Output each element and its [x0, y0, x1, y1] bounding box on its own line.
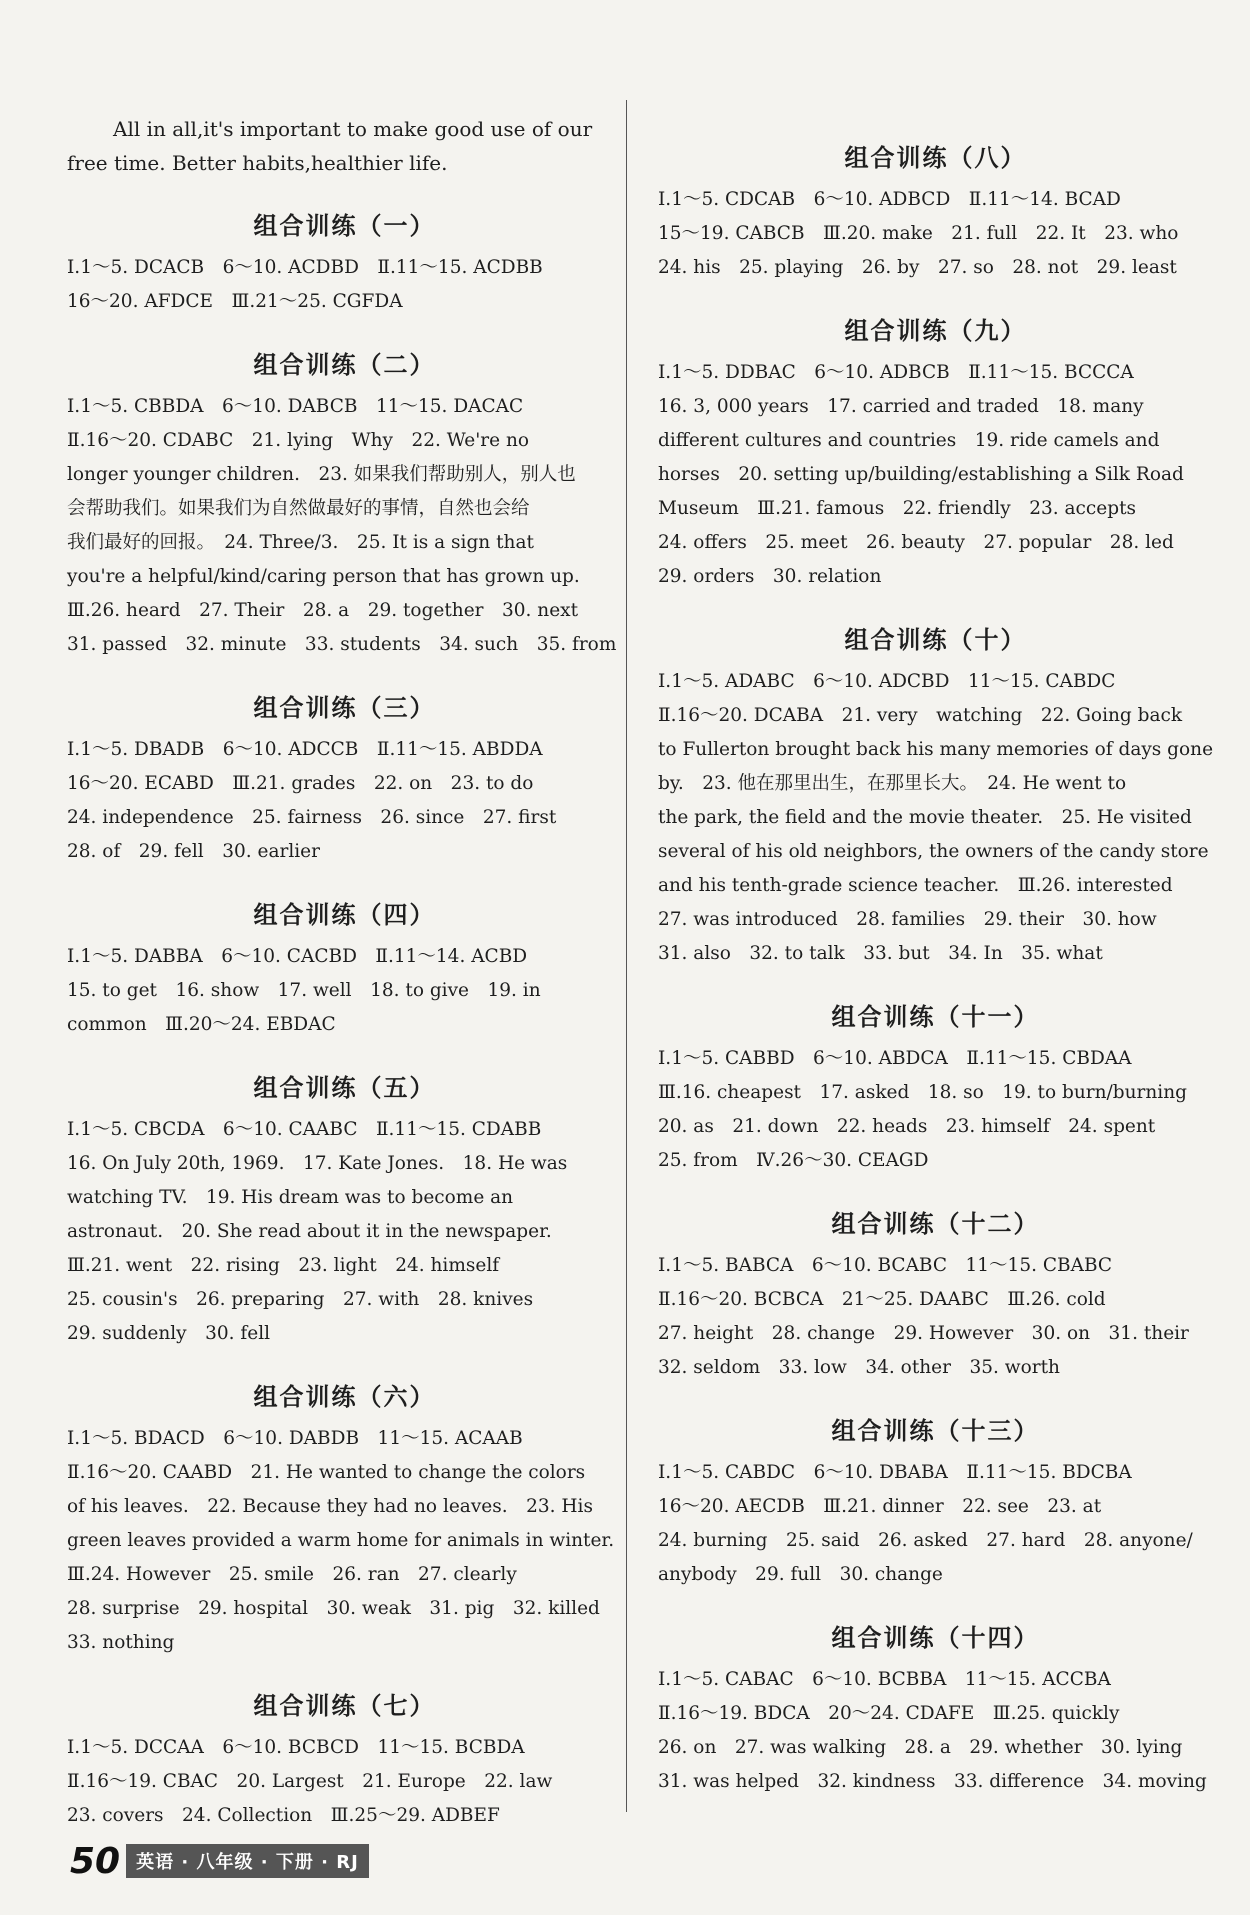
answer-line: Ⅰ.1～5. CABDC 6～10. DBABA Ⅱ.11～15. BDCBA [658, 1462, 1132, 1483]
answer-line: green leaves provided a warm home for animals in winter. [67, 1530, 615, 1551]
answer-line: Ⅰ.1～5. DCACB 6～10. ACDBD Ⅱ.11～15. ACDBB [67, 257, 543, 278]
answer-line: 27. height 28. change 29. However 30. on 31. their [658, 1323, 1189, 1344]
answer-line: you're a helpful/kind/caring person that has grown up. [67, 566, 580, 587]
intro-line: All in all,it's important to make good use of our [113, 117, 593, 141]
answer-section [67, 1686, 622, 1833]
answer-line: Ⅰ.1～5. CDCAB 6～10. ADBCD Ⅱ.11～14. BCAD [658, 189, 1121, 210]
column-divider [626, 100, 627, 1812]
answer-line: Ⅲ.16. cheapest 17. asked 18. so 19. to burn/burning [658, 1082, 1187, 1103]
left-column [67, 112, 622, 1833]
answer-line: 27. was introduced 28. families 29. their 30. how [658, 909, 1157, 930]
answer-line: the park, the field and the movie theater. 25. He visited [658, 807, 1192, 828]
answer-section [67, 1377, 622, 1660]
answer-line: Ⅰ.1～5. CBCDA 6～10. CAABC Ⅱ.11～15. CDABB [67, 1119, 542, 1140]
answer-line: to Fullerton brought back his many memories of days gone [658, 739, 1214, 760]
answer-line: 25. cousin's 26. preparing 27. with 28. knives [67, 1289, 534, 1310]
section-title: 组合训练（五） [253, 1074, 436, 1102]
right-sections [658, 138, 1213, 1799]
answer-line: by. 23. 他在那里出生，在那里长大。 24. He went to [658, 773, 1127, 794]
intro-line: free time. Better habits,healthier life. [67, 151, 448, 175]
answer-line: Ⅱ.16～19. BDCA 20～24. CDAFE Ⅲ.25. quickly [658, 1703, 1120, 1724]
section-title: 组合训练（十） [844, 626, 1027, 654]
answer-line: 16～20. AFDCE Ⅲ.21～25. CGFDA [67, 291, 403, 312]
answer-line: Ⅱ.16～20. BCBCA 21～25. DAABC Ⅲ.26. cold [658, 1289, 1106, 1310]
answer-line: Ⅱ.16～19. CBAC 20. Largest 21. Europe 22. law [67, 1771, 553, 1792]
answer-line: 16～20. AECDB Ⅲ.21. dinner 22. see 23. at [658, 1496, 1102, 1517]
answer-line: 会帮助我们。如果我们为自然做最好的事情，自然也会给 [67, 498, 530, 519]
answer-line: 16～20. ECABD Ⅲ.21. grades 22. on 23. to do [67, 773, 534, 794]
answer-line: 我们最好的回报。 24. Three/3. 25. It is a sign that [67, 532, 534, 553]
answer-section [658, 311, 1213, 594]
answer-section [67, 895, 622, 1042]
section-title: 组合训练（十一） [831, 1003, 1040, 1031]
answer-line: Ⅲ.24. However 25. smile 26. ran 27. clearly [67, 1564, 517, 1585]
answer-section [67, 1068, 622, 1351]
answer-section [67, 345, 622, 662]
right-column [658, 112, 1213, 1799]
answer-line: Ⅰ.1～5. BDACD 6～10. DABDB 11～15. ACAAB [67, 1428, 523, 1449]
book-label: 英语 · 八年级 · 下册 · RJ [126, 1844, 369, 1878]
answer-line: 16. 3, 000 years 17. carried and traded 18. many [658, 396, 1144, 417]
answer-line: 16. On July 20th, 1969. 17. Kate Jones. 18. He was [67, 1153, 568, 1174]
answer-line: Ⅰ.1～5. CBBDA 6～10. DABCB 11～15. DACAC [67, 396, 524, 417]
answer-line: 26. on 27. was walking 28. a 29. whether 30. lying [658, 1737, 1183, 1758]
intro-paragraph [67, 112, 622, 180]
answer-section [67, 206, 622, 319]
section-title: 组合训练（七） [253, 1692, 436, 1720]
answer-line: 24. offers 25. meet 26. beauty 27. popular 28. led [658, 532, 1174, 553]
answer-section [658, 620, 1213, 971]
answer-line: 15. to get 16. show 17. well 18. to give 19. in [67, 980, 541, 1001]
page-footer [70, 1840, 369, 1882]
answer-line: several of his old neighbors, the owners of the candy store [658, 841, 1209, 862]
section-title: 组合训练（一） [253, 212, 436, 240]
answer-line: different cultures and countries 19. ride camels and [658, 430, 1160, 451]
answer-line: 15～19. CABCB Ⅲ.20. make 21. full 22. It 23. who [658, 223, 1179, 244]
answer-line: common Ⅲ.20～24. EBDAC [67, 1014, 336, 1035]
answer-line: watching TV. 19. His dream was to become an [67, 1187, 514, 1208]
section-title: 组合训练（四） [253, 901, 436, 929]
answer-line: 29. orders 30. relation [658, 566, 882, 587]
answer-section [67, 688, 622, 869]
answer-line: Ⅲ.26. heard 27. Their 28. a 29. together 30. next [67, 600, 579, 621]
answer-section [658, 138, 1213, 285]
answer-line: Ⅰ.1～5. ADABC 6～10. ADCBD 11～15. CABDC [658, 671, 1116, 692]
answer-line: 23. covers 24. Collection Ⅲ.25～29. ADBEF [67, 1805, 500, 1826]
page-number: 50 [70, 1840, 121, 1882]
answer-line: Ⅰ.1～5. DBADB 6～10. ADCCB Ⅱ.11～15. ABDDA [67, 739, 543, 760]
answer-section [658, 1618, 1213, 1799]
answer-section [658, 997, 1213, 1178]
answer-line: Ⅰ.1～5. DABBA 6～10. CACBD Ⅱ.11～14. ACBD [67, 946, 528, 967]
answer-line: 25. from Ⅳ.26～30. CEAGD [658, 1150, 929, 1171]
answer-line: 24. his 25. playing 26. by 27. so 28. not 29. least [658, 257, 1177, 278]
answer-line: longer younger children. 23. 如果我们帮助别人，别人也 [67, 464, 576, 485]
answer-line: 31. was helped 32. kindness 33. difference 34. moving [658, 1771, 1207, 1792]
section-title: 组合训练（十三） [831, 1417, 1040, 1445]
answer-line: 24. burning 25. said 26. asked 27. hard 28. anyone/ [658, 1530, 1193, 1551]
answer-line: 20. as 21. down 22. heads 23. himself 24. spent [658, 1116, 1156, 1137]
answer-line: Ⅲ.21. went 22. rising 23. light 24. himself [67, 1255, 500, 1276]
answer-line: and his tenth-grade science teacher. Ⅲ.26. interested [658, 875, 1173, 896]
answer-line: anybody 29. full 30. change [658, 1564, 943, 1585]
answer-line: 33. nothing [67, 1632, 175, 1653]
answer-line: Ⅰ.1～5. DDBAC 6～10. ADBCB Ⅱ.11～15. BCCCA [658, 362, 1134, 383]
answer-line: Ⅱ.16～20. DCABA 21. very watching 22. Going back [658, 705, 1183, 726]
answer-line: 31. passed 32. minute 33. students 34. such 35. from [67, 634, 617, 655]
section-title: 组合训练（十四） [831, 1624, 1040, 1652]
answer-line: Ⅰ.1～5. BABCA 6～10. BCABC 11～15. CBABC [658, 1255, 1113, 1276]
section-title: 组合训练（三） [253, 694, 436, 722]
section-title: 组合训练（九） [844, 317, 1027, 345]
answer-line: of his leaves. 22. Because they had no leaves. 23. His [67, 1496, 593, 1517]
answer-section [658, 1411, 1213, 1592]
answer-line: 24. independence 25. fairness 26. since 27. first [67, 807, 557, 828]
answer-line: Ⅱ.16～20. CAABD 21. He wanted to change the colors [67, 1462, 586, 1483]
answer-line: astronaut. 20. She read about it in the newspaper. [67, 1221, 552, 1242]
left-sections [67, 206, 622, 1833]
answer-section [658, 1204, 1213, 1385]
answer-line: 31. also 32. to talk 33. but 34. In 35. what [658, 943, 1103, 964]
answer-line: 28. of 29. fell 30. earlier [67, 841, 320, 862]
section-title: 组合训练（十二） [831, 1210, 1040, 1238]
section-title: 组合训练（六） [253, 1383, 436, 1411]
answer-line: Museum Ⅲ.21. famous 22. friendly 23. accepts [658, 498, 1137, 519]
answer-line: horses 20. setting up/building/establishing a Silk Road [658, 464, 1184, 485]
section-title: 组合训练（八） [844, 144, 1027, 172]
answer-line: 28. surprise 29. hospital 30. weak 31. pig 32. killed [67, 1598, 600, 1619]
answer-line: Ⅰ.1～5. DCCAA 6～10. BCBCD 11～15. BCBDA [67, 1737, 525, 1758]
answer-line: 29. suddenly 30. fell [67, 1323, 271, 1344]
answer-line: Ⅱ.16～20. CDABC 21. lying Why 22. We're no [67, 430, 530, 451]
section-title: 组合训练（二） [253, 351, 436, 379]
answer-line: Ⅰ.1～5. CABBD 6～10. ABDCA Ⅱ.11～15. CBDAA [658, 1048, 1132, 1069]
answer-line: Ⅰ.1～5. CABAC 6～10. BCBBA 11～15. ACCBA [658, 1669, 1111, 1690]
answer-line: 32. seldom 33. low 34. other 35. worth [658, 1357, 1060, 1378]
